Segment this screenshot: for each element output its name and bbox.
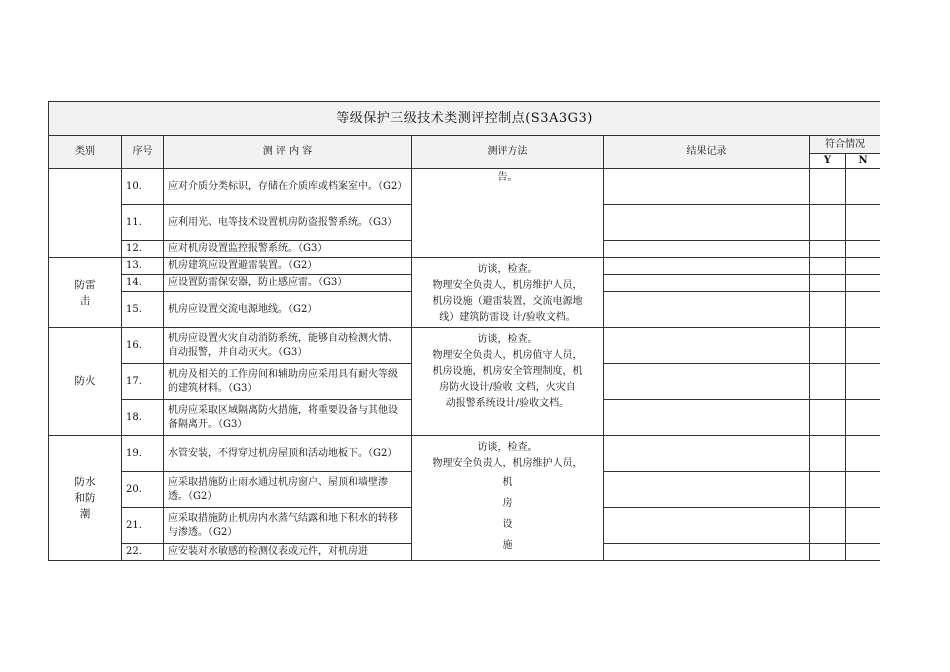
method-line: 房防火设计/验收 文档，火灾自 — [439, 382, 576, 393]
category-line: 和防 — [74, 492, 96, 504]
result-cell[interactable] — [604, 544, 810, 561]
no-cell[interactable] — [846, 169, 881, 205]
method-line: 机房设施，机房安全管理制度，机 — [432, 366, 583, 377]
row-category — [49, 258, 122, 328]
row-seq: 19. — [122, 436, 164, 472]
header-yes: Y — [810, 154, 846, 169]
header-conform: 符合情况 — [810, 136, 881, 154]
result-cell[interactable] — [604, 205, 810, 241]
yes-cell[interactable] — [810, 364, 846, 400]
no-cell[interactable] — [846, 205, 881, 241]
method-line: 机房设施（避雷装置，交流电源地 — [432, 296, 583, 307]
row-seq: 22. — [122, 544, 164, 561]
row-method — [412, 436, 604, 561]
category-line: 防水 — [74, 476, 96, 488]
result-cell[interactable] — [604, 364, 810, 400]
header-result: 结果记录 — [604, 136, 810, 169]
yes-cell[interactable] — [810, 472, 846, 508]
method-line: 访谈，检查。 — [477, 264, 538, 275]
row-seq: 21. — [122, 508, 164, 544]
evaluation-table-wrapper — [48, 101, 880, 568]
row-content: 机房应设置火灾自动消防系统，能够自动检测火情、自动报警，并自动灭火。（G3） — [164, 328, 412, 364]
no-cell[interactable] — [846, 241, 881, 258]
header-content: 测 评 内 容 — [164, 136, 412, 169]
table-row — [49, 436, 881, 472]
table-row — [49, 258, 881, 275]
yes-cell[interactable] — [810, 169, 846, 205]
row-seq: 17. — [122, 364, 164, 400]
result-cell[interactable] — [604, 328, 810, 364]
result-cell[interactable] — [604, 169, 810, 205]
row-seq: 10. — [122, 169, 164, 205]
no-cell[interactable] — [846, 436, 881, 472]
header-method: 测评方法 — [412, 136, 604, 169]
row-content: 机房应采取区域隔离防火措施，将重要设备与其他设备隔离开。（G3） — [164, 400, 412, 436]
category-line: 防雷 — [74, 278, 96, 291]
result-cell[interactable] — [604, 400, 810, 436]
yes-cell[interactable] — [810, 436, 846, 472]
result-cell[interactable] — [604, 508, 810, 544]
evaluation-table — [48, 101, 880, 561]
category-line: 击 — [79, 294, 91, 307]
result-cell[interactable] — [604, 275, 810, 292]
row-content: 机房应设置交流电源地线。（G2） — [164, 292, 412, 328]
no-cell[interactable] — [846, 508, 881, 544]
no-cell[interactable] — [846, 275, 881, 292]
no-cell[interactable] — [846, 544, 881, 561]
row-seq: 13. — [122, 258, 164, 275]
method-line: 施 — [502, 540, 513, 551]
row-category — [49, 169, 122, 258]
table-row — [49, 328, 881, 364]
table-row — [49, 169, 881, 205]
method-line: 动报警系统设计/验收文档。 — [445, 398, 570, 409]
row-seq: 20. — [122, 472, 164, 508]
result-cell[interactable] — [604, 292, 810, 328]
result-cell[interactable] — [604, 241, 810, 258]
result-cell[interactable] — [604, 436, 810, 472]
row-content: 应安装对水敏感的检测仪表或元件，对机房进 — [164, 544, 412, 561]
result-cell[interactable] — [604, 258, 810, 275]
method-line: 物理安全负责人，机房维护人员， — [432, 280, 583, 291]
row-seq: 18. — [122, 400, 164, 436]
yes-cell[interactable] — [810, 205, 846, 241]
no-cell[interactable] — [846, 328, 881, 364]
row-category — [49, 436, 122, 561]
method-line: 机 — [502, 477, 513, 488]
no-cell[interactable] — [846, 292, 881, 328]
row-content: 应对机房设置监控报警系统。（G3） — [164, 241, 412, 258]
row-seq: 14. — [122, 275, 164, 292]
row-seq: 15. — [122, 292, 164, 328]
yes-cell[interactable] — [810, 258, 846, 275]
yes-cell[interactable] — [810, 292, 846, 328]
row-seq: 12. — [122, 241, 164, 258]
method-line: 访谈，检查。 — [477, 334, 538, 345]
row-method — [412, 258, 604, 328]
row-method: 告。 — [412, 169, 604, 258]
method-line: 访谈，检查。 — [477, 442, 538, 453]
yes-cell[interactable] — [810, 275, 846, 292]
yes-cell[interactable] — [810, 508, 846, 544]
row-seq: 11. — [122, 205, 164, 241]
row-content: 应采取措施防止雨水通过机房窗户、屋顶和墙壁渗透。（G2） — [164, 472, 412, 508]
method-line: 物理安全负责人，机房值守人员， — [432, 350, 583, 361]
yes-cell[interactable] — [810, 241, 846, 258]
result-cell[interactable] — [604, 472, 810, 508]
row-method — [412, 328, 604, 436]
method-line: 线）建筑防雷设 计/验收文档。 — [439, 312, 576, 323]
row-content: 机房建筑应设置避雷装置。（G2） — [164, 258, 412, 275]
row-content: 应对介质分类标识，存储在介质库或档案室中。（G2） — [164, 169, 412, 205]
row-content: 应采取措施防止机房内水蒸气结露和地下积水的转移与渗透。（G2） — [164, 508, 412, 544]
method-line: 房 — [502, 498, 513, 509]
row-content: 应设置防雷保安器，防止感应雷。（G3） — [164, 275, 412, 292]
yes-cell[interactable] — [810, 328, 846, 364]
method-line: 设 — [502, 519, 513, 530]
row-category: 防火 — [49, 328, 122, 436]
no-cell[interactable] — [846, 472, 881, 508]
header-category: 类别 — [49, 136, 122, 169]
header-no: N — [846, 154, 881, 169]
table-title: 等级保护三级技术类测评控制点(S3A3G3) — [49, 102, 881, 136]
row-content: 应利用光、电等技术设置机房防盗报警系统。（G3） — [164, 205, 412, 241]
method-line: 物理安全负责人，机房维护人员， — [432, 458, 583, 469]
yes-cell[interactable] — [810, 400, 846, 436]
row-seq: 16. — [122, 328, 164, 364]
row-content: 机房及相关的工作房间和辅助房应采用具有耐火等级的建筑材料。（G3） — [164, 364, 412, 400]
no-cell[interactable] — [846, 258, 881, 275]
row-content: 水管安装，不得穿过机房屋顶和活动地板下。（G2） — [164, 436, 412, 472]
no-cell[interactable] — [846, 400, 881, 436]
header-seq: 序号 — [122, 136, 164, 169]
category-line: 潮 — [79, 508, 91, 520]
yes-cell[interactable] — [810, 544, 846, 561]
no-cell[interactable] — [846, 364, 881, 400]
